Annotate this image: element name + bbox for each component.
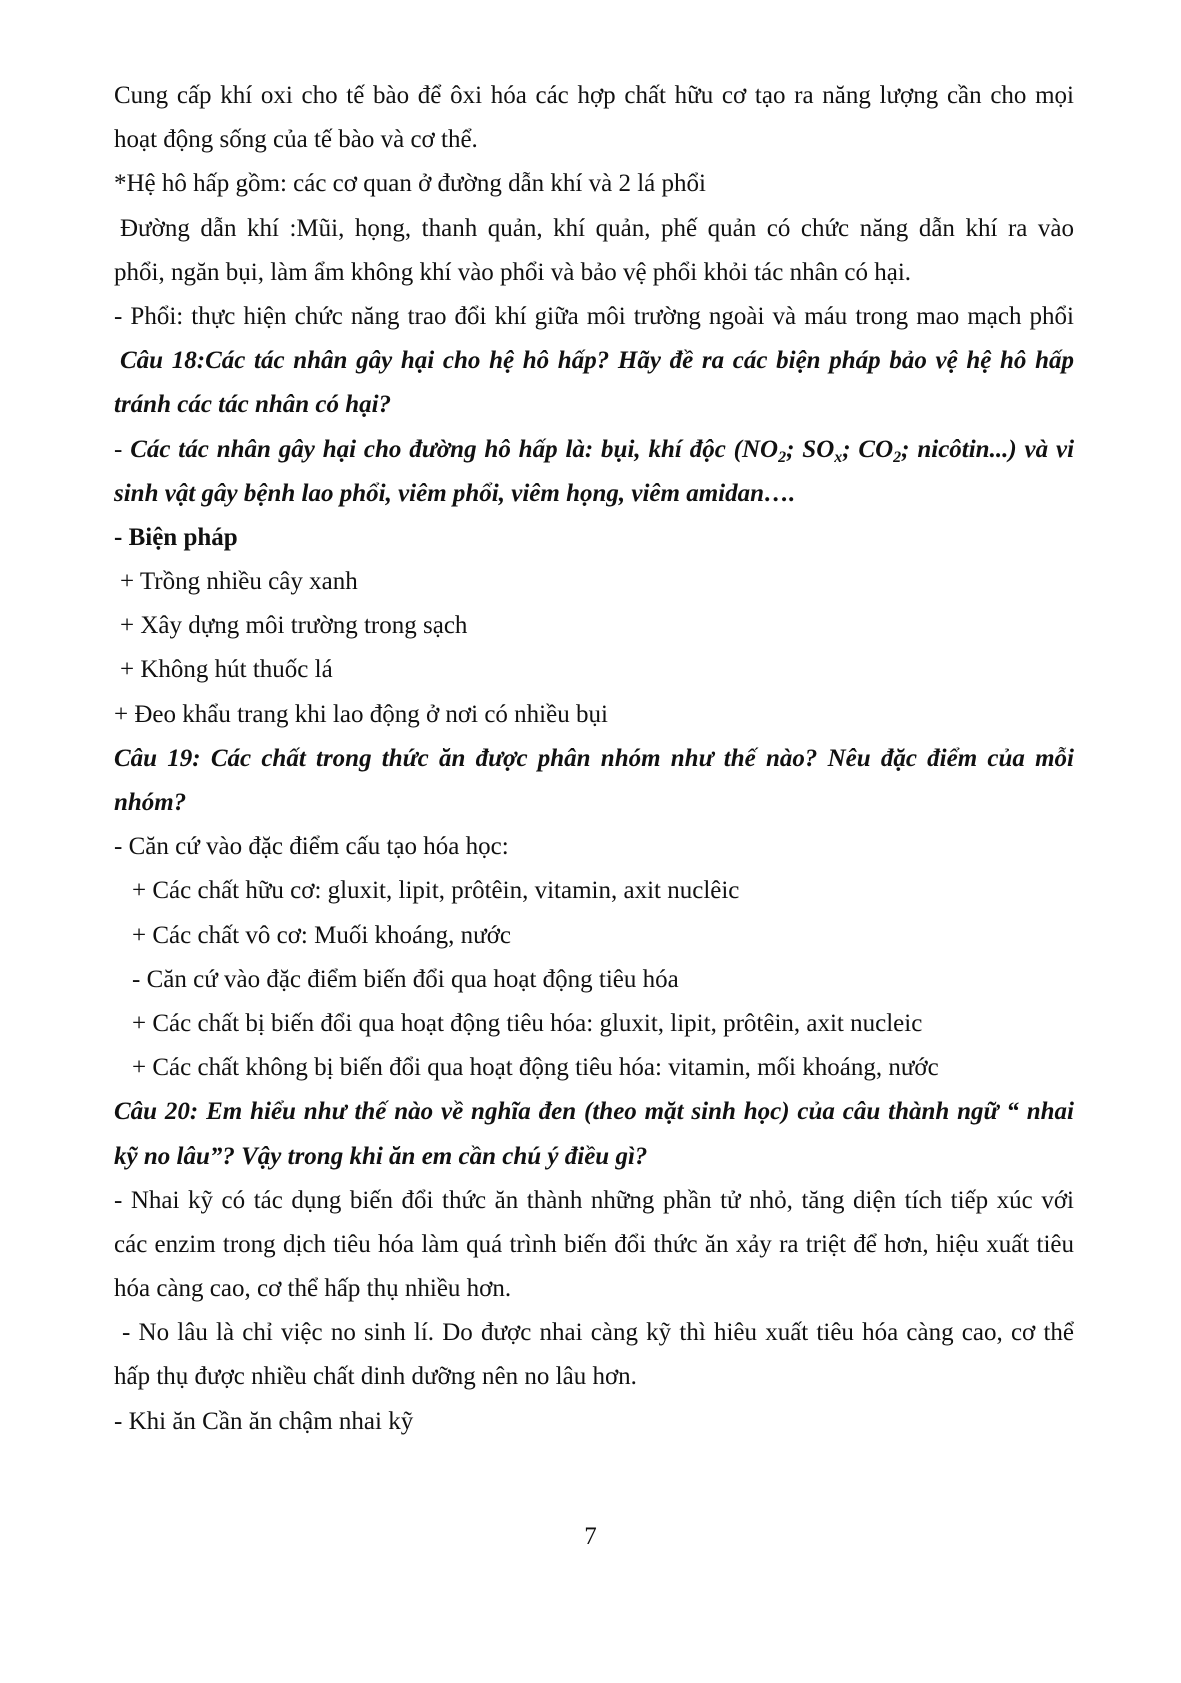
paragraph-line: hấp thụ được nhiều chất dinh dưỡng nên no lâu hơn. bbox=[114, 1363, 637, 1391]
text-segment: ; SO bbox=[786, 435, 835, 463]
text-segment: Các tác nhân gây hại cho đường hô hấp là: bụi, khí độc (NO bbox=[130, 435, 779, 463]
list-item: + Trồng nhiều cây xanh bbox=[120, 568, 358, 596]
answer-line: sinh vật gây bệnh lao phổi, viêm phổi, viêm họng, viêm amidan…. bbox=[114, 479, 796, 507]
subscript: x bbox=[834, 448, 843, 466]
answer-line-with-formulas bbox=[114, 428, 1074, 472]
paragraph-line: - Căn cứ vào đặc điểm cấu tạo hóa học: bbox=[114, 833, 509, 861]
question-heading: Câu 18:Các tác nhân gây hại cho hệ hô hấp? Hãy đề ra các biện pháp bảo vệ hệ hô hấp bbox=[120, 347, 1074, 375]
list-item: + Các chất bị biến đổi qua hoạt động tiêu hóa: gluxit, lipit, prôtêin, axit nucleic bbox=[132, 1009, 923, 1037]
paragraph-line: - Khi ăn Cần ăn chậm nhai kỹ bbox=[114, 1407, 414, 1435]
question-heading: Câu 20: Em hiểu như thế nào về nghĩa đen (theo mặt sinh học) của câu thành ngữ “ nhai bbox=[114, 1098, 1074, 1126]
list-item: - Căn cứ vào đặc điểm biến đổi qua hoạt động tiêu hóa bbox=[132, 965, 679, 993]
list-item: + Các chất hữu cơ: gluxit, lipit, prôtêin, vitamin, axit nuclêic bbox=[132, 877, 740, 905]
subscript: 2 bbox=[893, 448, 902, 466]
question-heading: Câu 19: Các chất trong thức ăn được phân nhóm như thế nào? Nêu đặc điểm của mỗi bbox=[114, 744, 1074, 772]
question-heading: nhóm? bbox=[114, 789, 187, 816]
paragraph-line: các enzim trong dịch tiêu hóa làm quá trình biến đổi thức ăn xảy ra triệt để hơn, hiệu xuất tiêu bbox=[114, 1230, 1074, 1258]
paragraph-line: - Phổi: thực hiện chức năng trao đổi khí giữa môi trường ngoài và máu trong mao mạch phổi bbox=[114, 302, 1074, 330]
subscript: 2 bbox=[778, 448, 787, 466]
section-label: - Biện pháp bbox=[114, 523, 238, 551]
paragraph-line: hoạt động sống của tế bào và cơ thể. bbox=[114, 126, 478, 154]
paragraph-line: phổi, ngăn bụi, làm ẩm không khí vào phổi và bảo vệ phổi khỏi tác nhân có hại. bbox=[114, 258, 912, 286]
list-item: + Các chất không bị biến đổi qua hoạt động tiêu hóa: vitamin, mối khoáng, nước bbox=[132, 1054, 939, 1082]
paragraph-line: - Nhai kỹ có tác dụng biến đổi thức ăn thành những phần tử nhỏ, tăng diện tích tiếp xúc với bbox=[114, 1186, 1074, 1214]
paragraph-line: Cung cấp khí oxi cho tế bào để ôxi hóa các hợp chất hữu cơ tạo ra năng lượng cần cho mọi bbox=[114, 82, 1074, 109]
text-segment: ; CO bbox=[842, 435, 894, 463]
list-item: + Đeo khẩu trang khi lao động ở nơi có nhiều bụi bbox=[114, 700, 608, 728]
list-item: + Xây dựng môi trường trong sạch bbox=[120, 612, 468, 640]
line-prefix: - bbox=[114, 435, 131, 463]
paragraph-line: Đường dẫn khí :Mũi, họng, thanh quản, khí quản, phế quản có chức năng dẫn khí ra vào bbox=[120, 214, 1074, 242]
formula-text bbox=[130, 435, 1075, 466]
list-item: + Các chất vô cơ: Muối khoáng, nước bbox=[132, 921, 512, 949]
paragraph-line: - No lâu là chỉ việc no sinh lí. Do được nhai càng kỹ thì hiêu xuất tiêu hóa càng cao, cơ thể bbox=[122, 1319, 1074, 1347]
list-item: + Không hút thuốc lá bbox=[120, 656, 333, 684]
page-content bbox=[114, 74, 1074, 1444]
text-segment: ; nicôtin...) và vi bbox=[901, 435, 1075, 463]
question-heading: tránh các tác nhân có hại? bbox=[114, 391, 392, 419]
page-number: 7 bbox=[584, 1523, 597, 1550]
paragraph-line: *Hệ hô hấp gồm: các cơ quan ở đường dẫn khí và 2 lá phổi bbox=[114, 170, 706, 198]
paragraph-line: hóa càng cao, cơ thể hấp thụ nhiều hơn. bbox=[114, 1275, 512, 1303]
question-heading: kỹ no lâu”? Vậy trong khi ăn em cần chú ý điều gì? bbox=[114, 1142, 648, 1170]
